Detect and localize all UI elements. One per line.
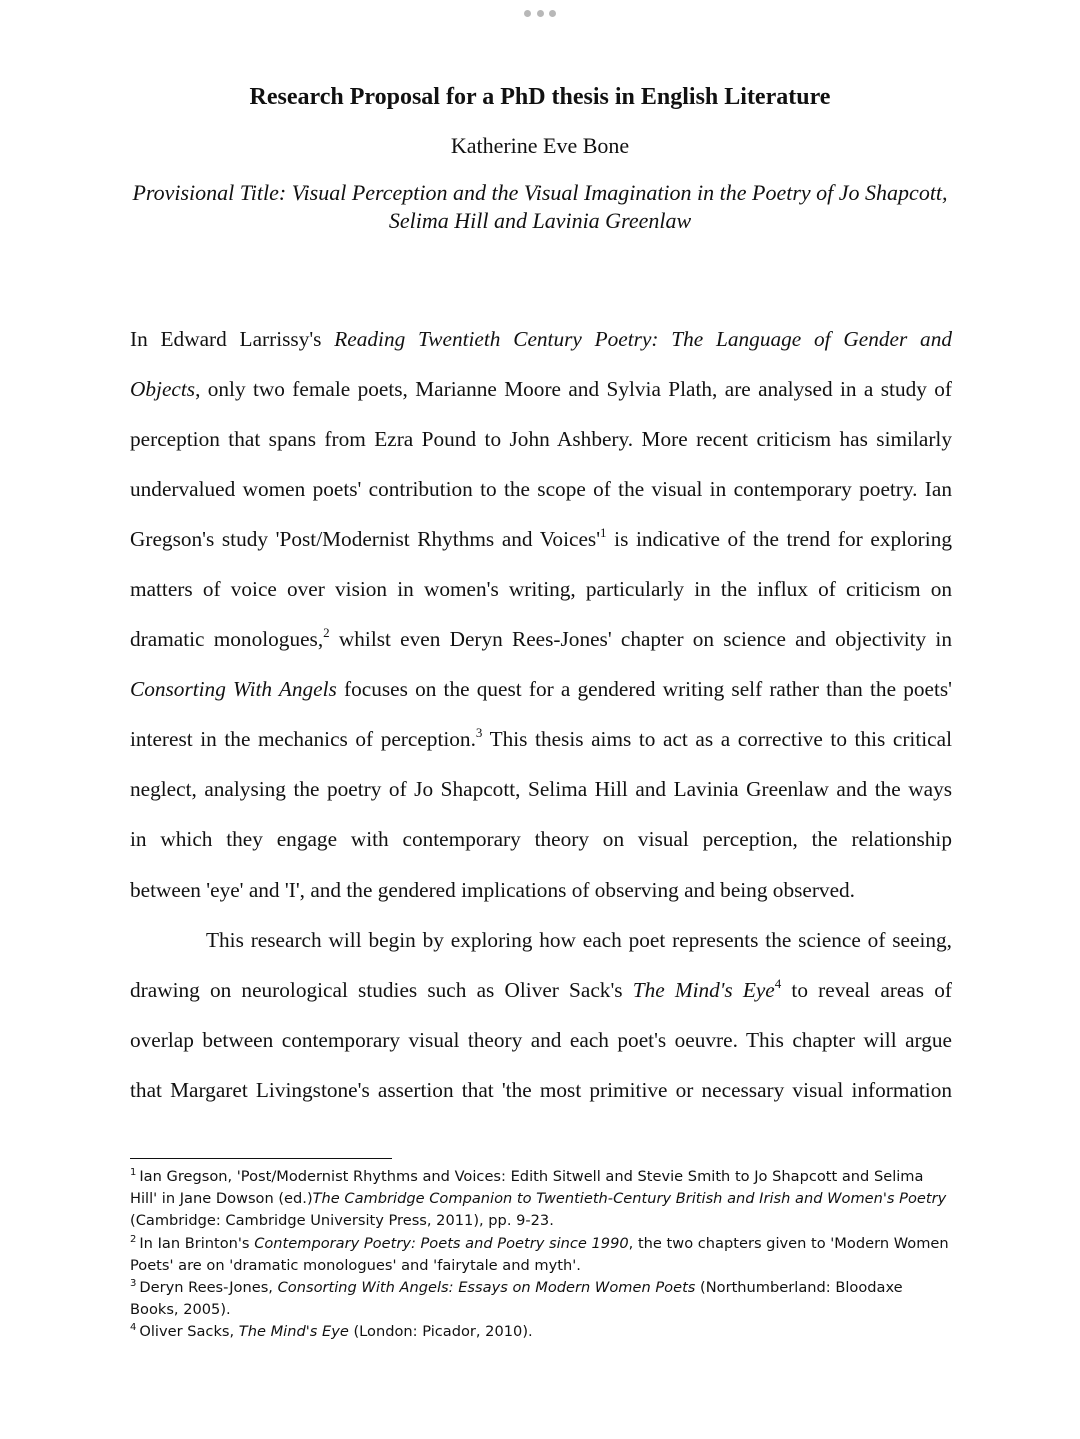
more-options-icon[interactable] [524, 6, 556, 20]
footnote-number: 1 [130, 1167, 137, 1178]
footnote [130, 1166, 952, 1233]
text-run: , only two female poets, Marianne Moore and Sylvia Plath, are analysed in a study of [195, 377, 952, 402]
body-line: undervalued women poets' contribution to the scope of the visual in contemporary poetry. Ian [130, 477, 952, 502]
text-run: is indicative of the trend for exploring [606, 527, 952, 552]
text-run: focuses on the quest for a gendered writing self rather than the poets' [336, 677, 952, 702]
author-name: Katherine Eve Bone [450, 133, 630, 158]
body-line [130, 965, 952, 1015]
footnote-number: 3 [130, 1278, 137, 1290]
text-run: whilst even Deryn Rees-Jones' chapter on science and objectivity in [329, 627, 952, 652]
dot [549, 10, 556, 17]
footnote-title: The Mind's Eye [238, 1323, 349, 1341]
text-run: to reveal areas of [781, 977, 952, 1002]
text-run: This thesis aims to act as a corrective to this critical [482, 727, 953, 752]
text-run: Gregson's study 'Post/Modernist Rhythms and Voices' [130, 527, 601, 552]
footnote-number: 4 [130, 1322, 137, 1334]
dot [537, 10, 544, 17]
footnotes [130, 1166, 952, 1344]
body-line: overlap between contemporary visual theory and each poet's oeuvre. This chapter will argue [130, 1027, 952, 1052]
body-line [130, 314, 952, 364]
body-line: matters of voice over vision in women's writing, particularly in the influx of criticism on [130, 577, 952, 602]
footnote-separator [130, 1158, 392, 1159]
text-run: interest in the mechanics of perception. [130, 727, 476, 752]
footnote-text: (London: Picador, 2010). [348, 1323, 533, 1341]
body-line: between 'eye' and 'I', and the gendered implications of observing and being observed. [130, 877, 856, 902]
footnote-text: Deryn Rees-Jones, [139, 1279, 278, 1297]
provisional-title-line: Selima Hill and Lavinia Greenlaw [388, 208, 692, 233]
provisional-title-line: Provisional Title: Visual Perception and the Visual Imagination in the Poetry of Jo Shapcott, [132, 180, 948, 205]
body-line [130, 664, 952, 714]
footnote-text: Ian Gregson, 'Post/Modernist Rhythms and Voices: Edith Sitwell and Stevie Smith to Jo Shapcott and Selima Hill' in Jane Dowson (ed.) [130, 1168, 924, 1208]
body-line [130, 514, 952, 564]
footnote-text: Oliver Sacks, [139, 1323, 239, 1341]
body-line [130, 364, 952, 414]
footnote-title: The Cambridge Companion to Twentieth-Century British and Irish and Women's Poetry [312, 1190, 947, 1208]
body-line [130, 614, 952, 664]
footnote [130, 1321, 952, 1343]
footnote-ref[interactable]: 1 [600, 525, 607, 541]
book-title: Objects [130, 377, 196, 402]
footnote-text: In Ian Brinton's [139, 1234, 255, 1252]
text-run: In Edward Larrissy's [130, 327, 335, 351]
footnote-ref[interactable]: 4 [774, 975, 782, 991]
body-line: that Margaret Livingstone's assertion that 'the most primitive or necessary visual information [130, 1077, 952, 1102]
footnote-title: Contemporary Poetry: Poets and Poetry since 1990 [254, 1234, 629, 1252]
book-title: The Mind's Eye [632, 977, 775, 1002]
text-run: drawing on neurological studies such as Oliver Sack's [130, 977, 633, 1002]
body-line: in which they engage with contemporary theory on visual perception, the relationship [130, 827, 952, 852]
footnote [130, 1233, 952, 1277]
body-text [130, 314, 952, 1115]
footnote-number: 2 [130, 1233, 137, 1245]
footnote-title: Consorting With Angels: Essays on Modern Women Poets [277, 1279, 696, 1297]
body-line: perception that spans from Ezra Pound to John Ashbery. More recent criticism has similarly [130, 427, 952, 452]
body-line: This research will begin by exploring how each poet represents the science of seeing, [206, 927, 952, 952]
footnote-ref[interactable]: 2 [323, 625, 330, 641]
dot [524, 10, 531, 17]
body-line [130, 714, 952, 764]
footnote-text: (Cambridge: Cambridge University Press, 2011), pp. 9-23. [130, 1212, 554, 1230]
book-title: Consorting With Angels [130, 677, 337, 702]
document-title: Research Proposal for a PhD thesis in English Literature [249, 84, 831, 110]
provisional-title [110, 179, 970, 235]
body-line: neglect, analysing the poetry of Jo Shapcott, Selima Hill and Lavinia Greenlaw and the ways [130, 777, 952, 802]
text-run: dramatic monologues, [130, 627, 324, 652]
book-title: Reading Twentieth Century Poetry: The Language of Gender and [334, 327, 952, 351]
footnote [130, 1277, 952, 1321]
footnote-text: , the two chapters given to 'Modern Women Poets' are on 'dramatic monologues' and 'fairytale and myth'. [130, 1234, 949, 1274]
footnote-text: (Northumberland: Bloodaxe Books, 2005). [130, 1279, 903, 1319]
footnote-ref[interactable]: 3 [475, 725, 483, 741]
